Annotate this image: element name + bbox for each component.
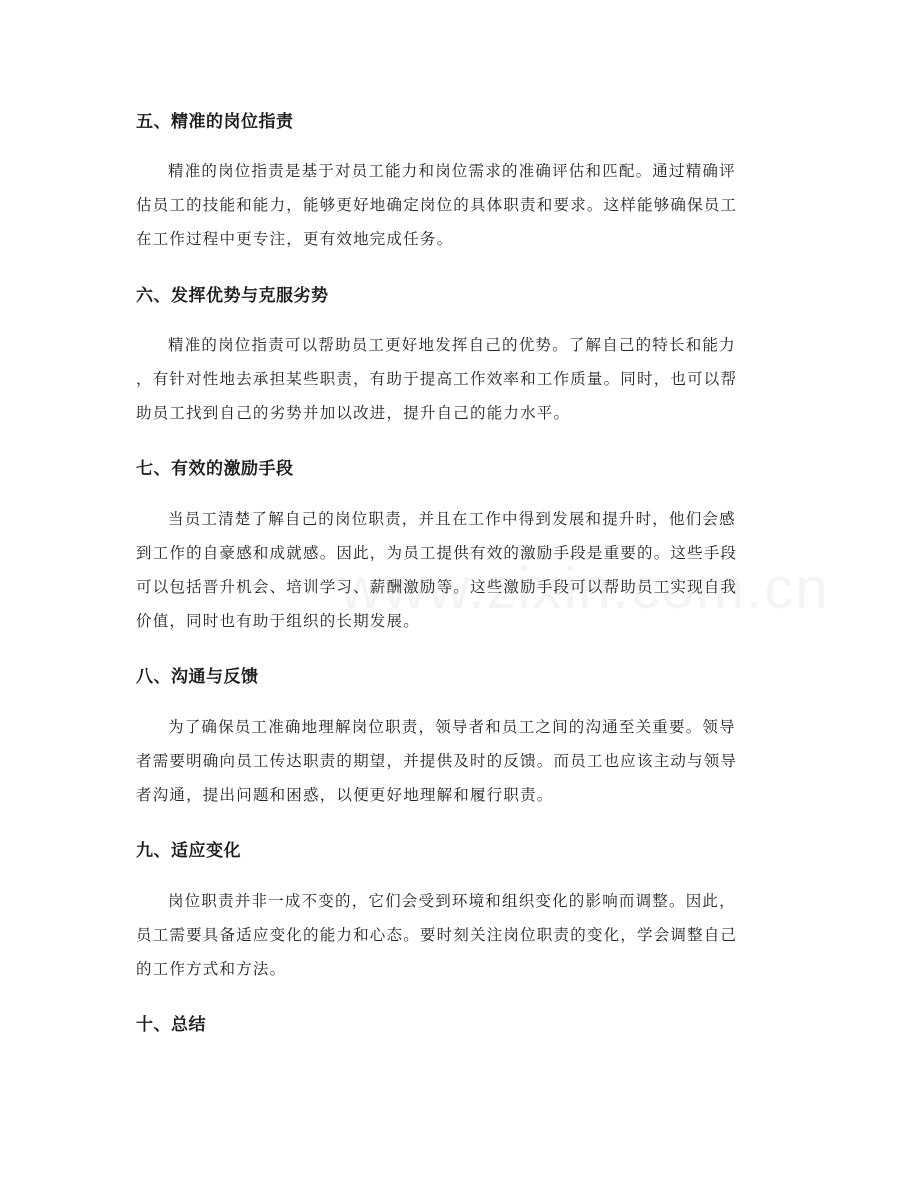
- paragraph-line: 助员工找到自己的劣势并加以改进，提升自己的能力水平。: [136, 404, 571, 422]
- section-paragraph-9: [136, 884, 786, 986]
- paragraph-line: 者需要明确向员工传达职责的期望，并提供及时的反馈。而员工也应该主动与领导: [136, 752, 738, 770]
- paragraph-line: ，有针对性地去承担某些职责，有助于提高工作效率和工作质量。同时，也可以帮: [136, 370, 738, 388]
- section-paragraph-7: [136, 502, 786, 638]
- section-heading-6: 六、发挥优势与克服劣势: [136, 286, 329, 306]
- section-heading-10: 十、总结: [136, 1015, 206, 1035]
- section-heading-5: 五、精准的岗位指责: [136, 112, 294, 132]
- paragraph-line: 当员工清楚了解自己的岗位职责，并且在工作中得到发展和提升时，他们会感: [168, 510, 736, 528]
- paragraph-line: 者沟通，提出问题和困惑，以便更好地理解和履行职责。: [136, 786, 554, 804]
- section-paragraph-6: [136, 328, 786, 430]
- section-paragraph-5: [136, 154, 786, 256]
- paragraph-line: 精准的岗位指责是基于对员工能力和岗位需求的准确评估和匹配。通过精确评: [168, 162, 736, 180]
- section-paragraph-8: [136, 710, 786, 812]
- section-heading-7: 七、有效的激励手段: [136, 459, 294, 479]
- paragraph-line: 估员工的技能和能力，能够更好地确定岗位的具体职责和要求。这样能够确保员工: [136, 196, 738, 214]
- paragraph-line: 到工作的自豪感和成就感。因此，为员工提供有效的激励手段是重要的。这些手段: [136, 544, 738, 562]
- section-heading-8: 八、沟通与反馈: [136, 667, 259, 687]
- paragraph-line: 精准的岗位指责可以帮助员工更好地发挥自己的优势。了解自己的特长和能力: [168, 336, 736, 354]
- section-heading-9: 九、适应变化: [136, 841, 241, 861]
- paragraph-line: 员工需要具备适应变化的能力和心态。要时刻关注岗位职责的变化，学会调整自己: [136, 926, 738, 944]
- paragraph-line: 在工作过程中更专注，更有效地完成任务。: [136, 230, 454, 248]
- paragraph-line: 价值，同时也有助于组织的长期发展。: [136, 612, 420, 630]
- paragraph-line: 岗位职责并非一成不变的，它们会受到环境和组织变化的影响而调整。因此，: [168, 892, 736, 910]
- paragraph-line: 的工作方式和方法。: [136, 960, 287, 978]
- paragraph-line: 可以包括晋升机会、培训学习、薪酬激励等。这些激励手段可以帮助员工实现自我: [136, 578, 738, 596]
- paragraph-line: 为了确保员工准确地理解岗位职责，领导者和员工之间的沟通至关重要。领导: [168, 718, 736, 736]
